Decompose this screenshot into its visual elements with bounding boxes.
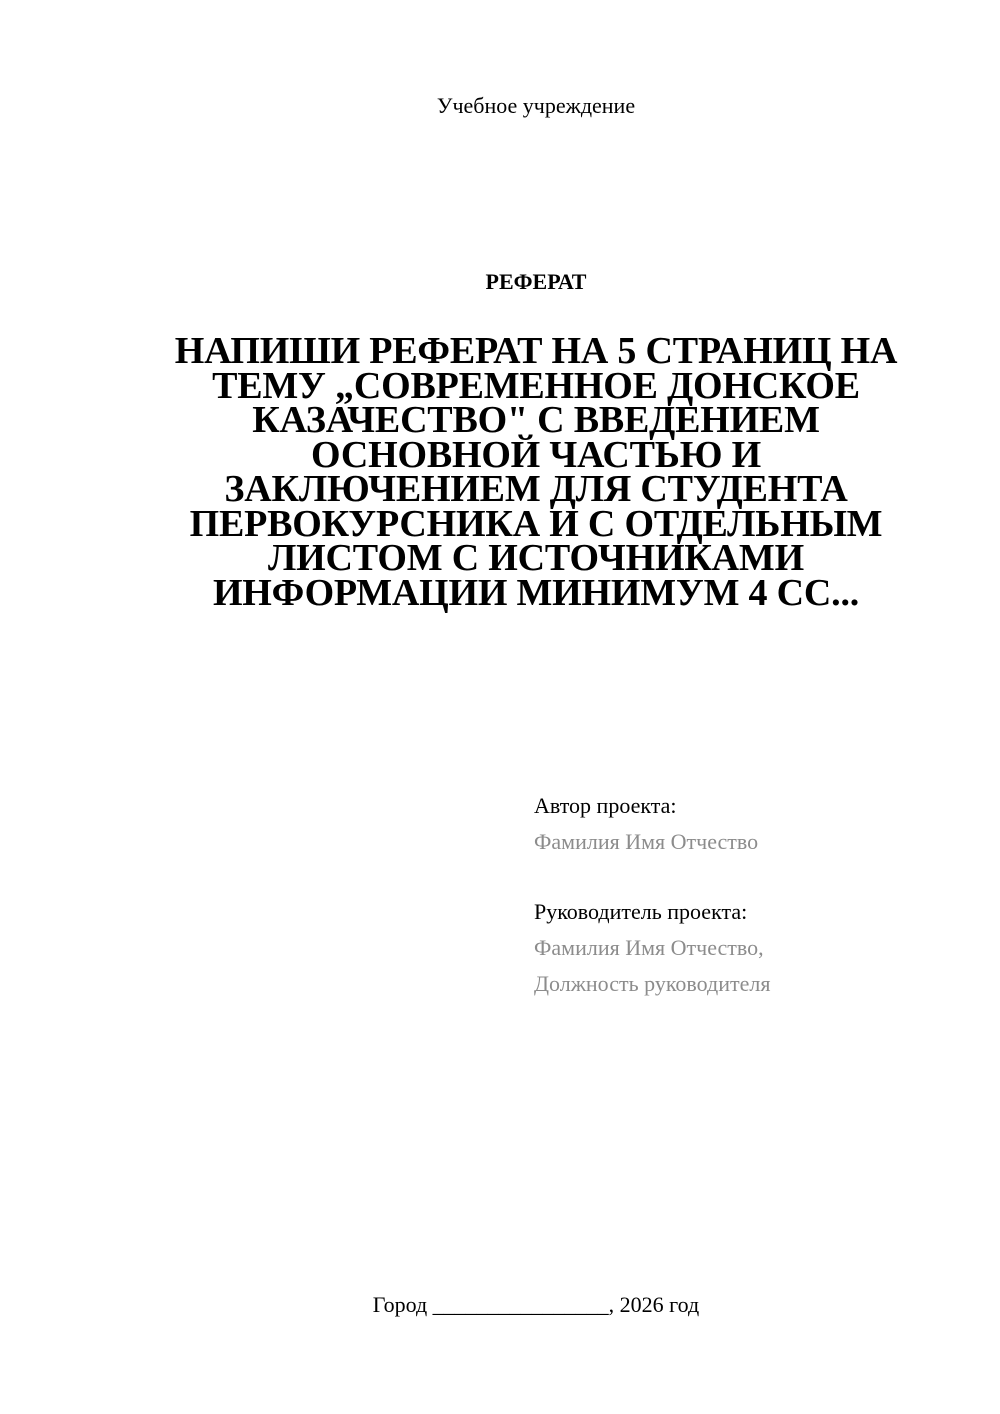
title-line: НАПИШИ РЕФЕРАТ НА 5 СТРАНИЦ НА [174, 330, 898, 372]
supervisor-label: Руководитель проекта: [534, 899, 748, 924]
title-line: ОСНОВНОЙ ЧАСТЬЮ И [311, 433, 761, 476]
title-line: ПЕРВОКУРСНИКА И С ОТДЕЛЬНЫМ [189, 502, 883, 545]
title-line: ЛИСТОМ С ИСТОЧНИКАМИ [268, 537, 804, 579]
signature-section [534, 788, 974, 1036]
author-label: Автор проекта: [534, 793, 677, 818]
title-line: ЗАКЛЮЧЕНИЕМ ДЛЯ СТУДЕНТА [224, 468, 848, 510]
document-title [150, 330, 922, 614]
city-year-line: Город ________________, 2026 год [372, 1292, 700, 1317]
document-type: РЕФЕРАТ [485, 269, 587, 294]
author-block [534, 788, 974, 860]
supervisor-position: Должность руководителя [534, 971, 771, 996]
supervisor-block [534, 894, 974, 1002]
title-line: ИНФОРМАЦИИ МИНИМУМ 4 СС... [212, 571, 860, 614]
title-line: КАЗАЧЕСТВО" С ВВЕДЕНИЕМ [252, 399, 820, 441]
supervisor-name: Фамилия Имя Отчество, [534, 935, 764, 960]
title-line: ТЕМУ „СОВРЕМЕННОЕ ДОНСКОЕ [212, 364, 860, 407]
institution-name: Учебное учреждение [436, 93, 636, 118]
author-name: Фамилия Имя Отчество [534, 829, 759, 854]
